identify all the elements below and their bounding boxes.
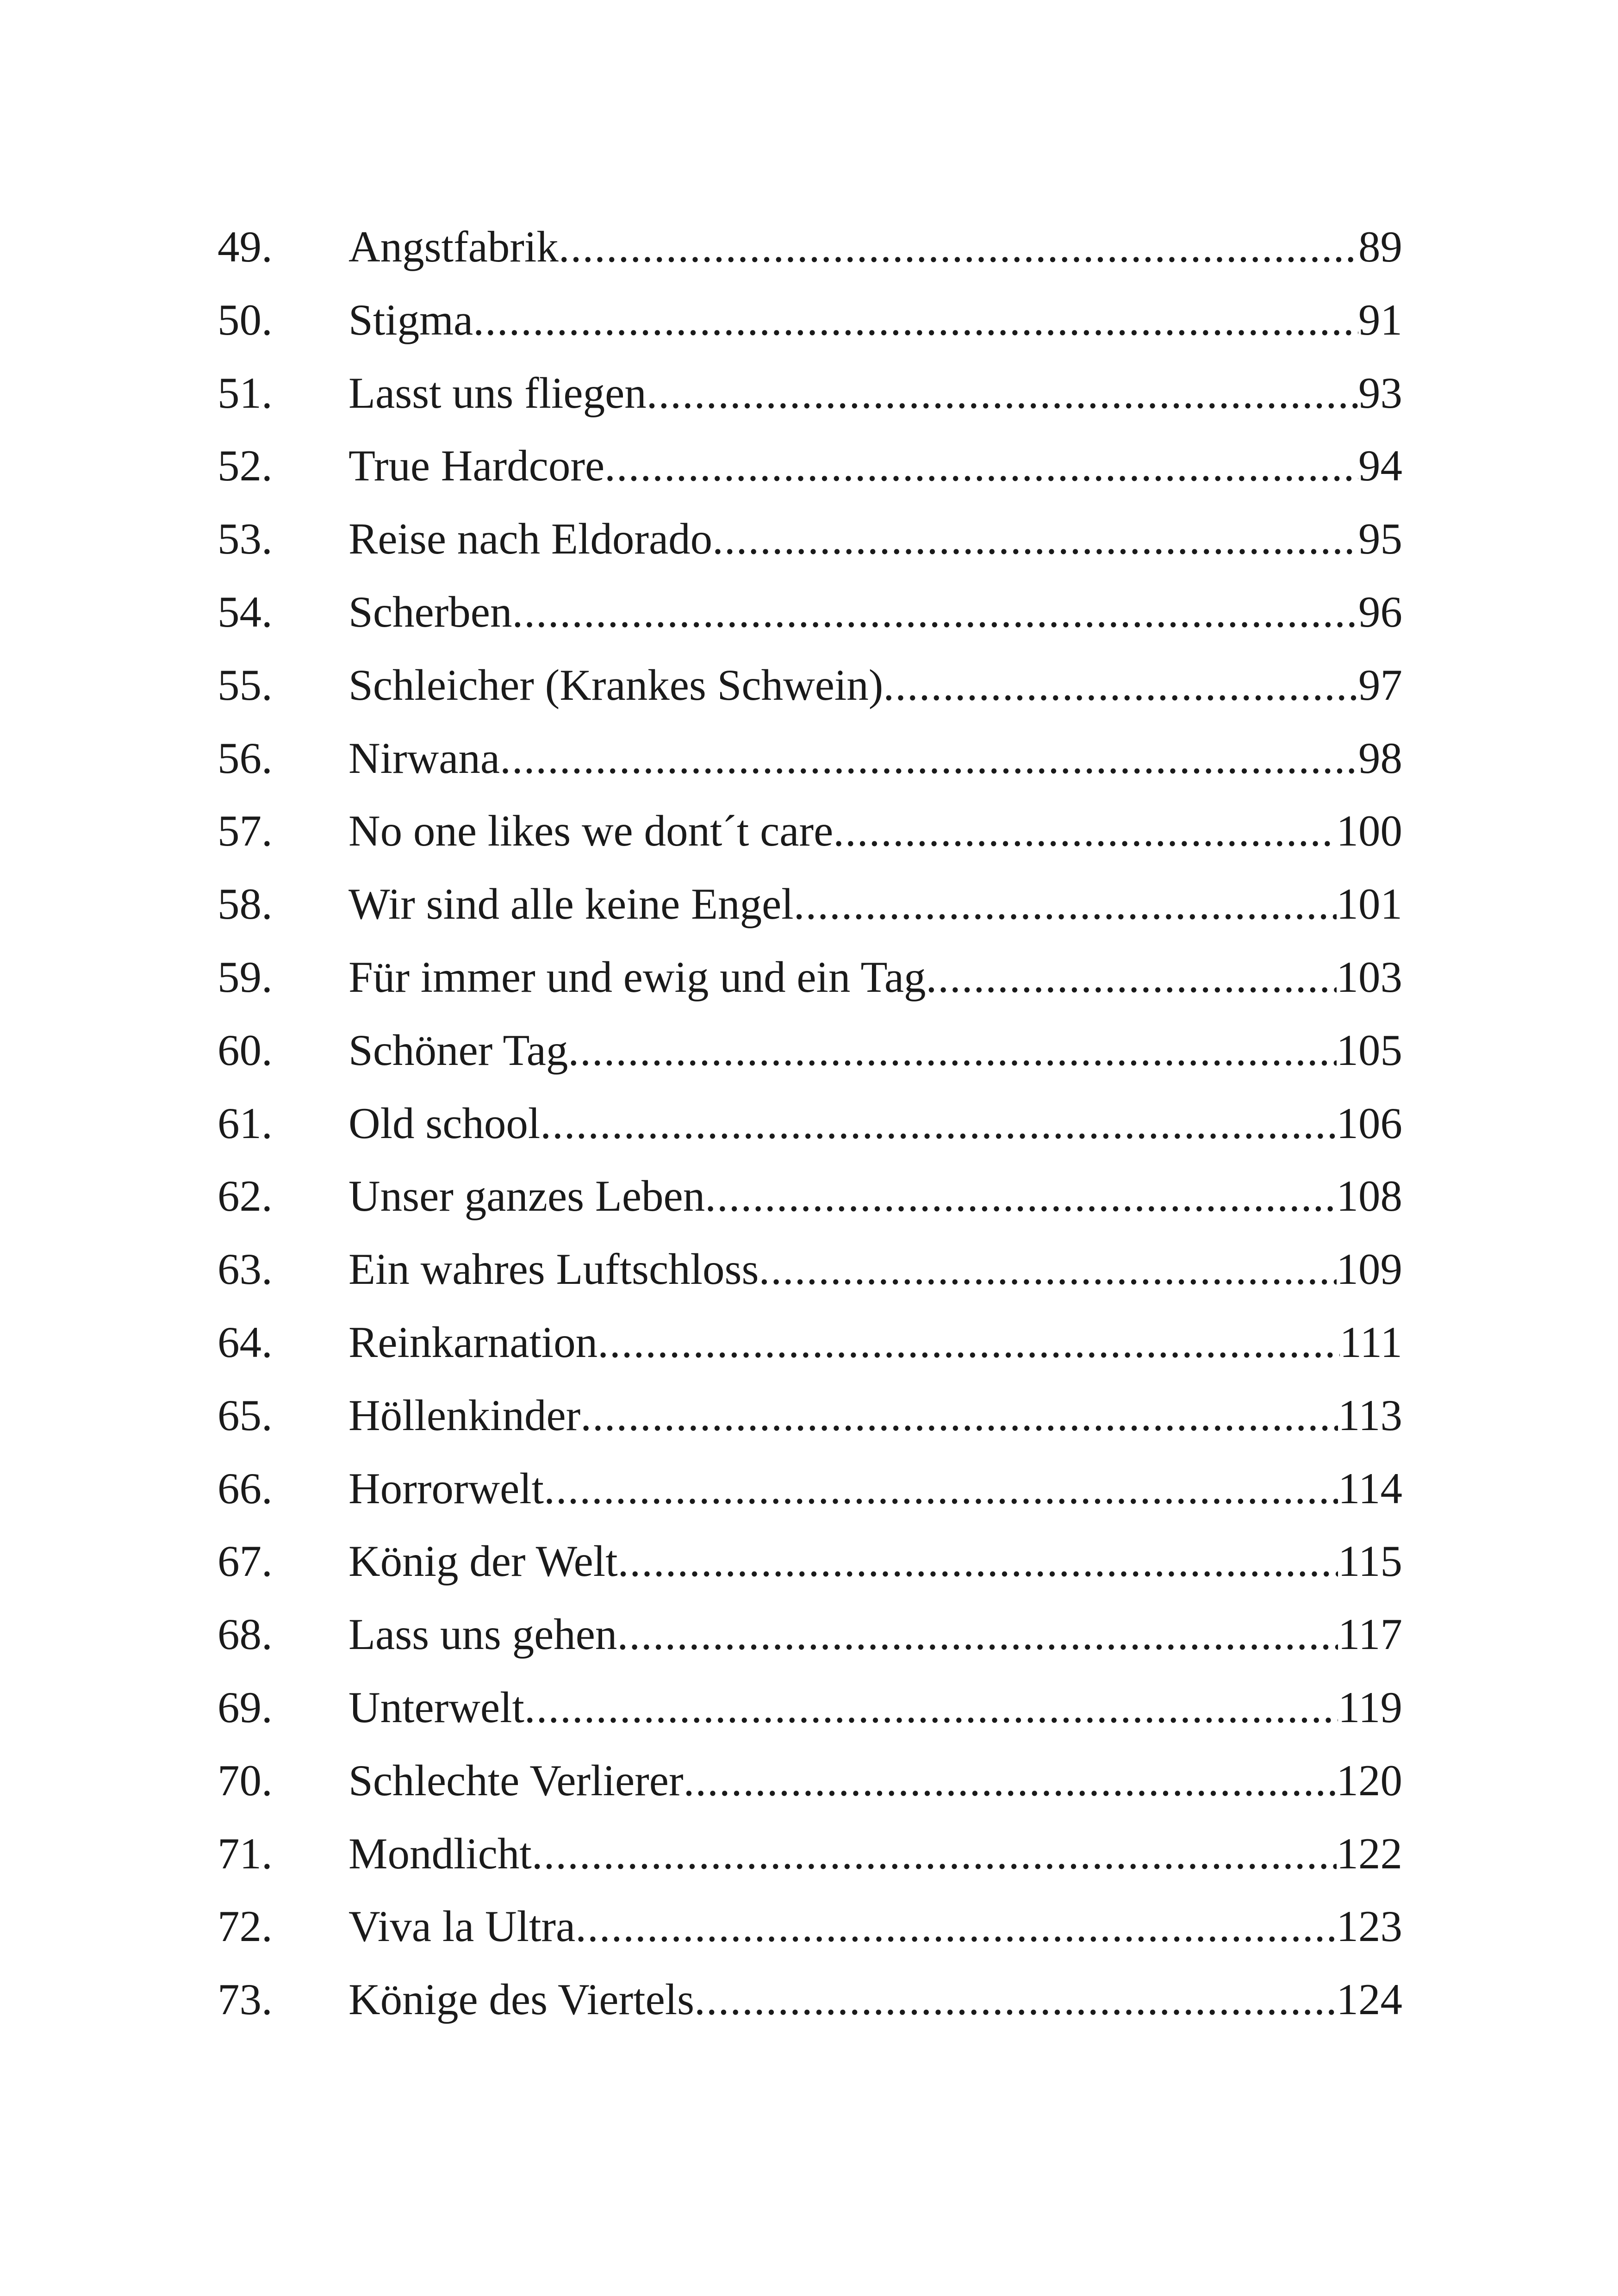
toc-dot-leader xyxy=(540,1087,1336,1160)
toc-entry-number: 56. xyxy=(218,733,273,783)
toc-dot-leader xyxy=(473,284,1358,357)
toc-dot-leader xyxy=(575,1890,1336,1963)
toc-entry xyxy=(218,1525,1402,1598)
toc-entry-title: Stigma xyxy=(348,295,473,344)
toc-entry-number: 64. xyxy=(218,1317,273,1367)
toc-entry-number: 72. xyxy=(218,1902,273,1951)
toc-dot-leader xyxy=(883,649,1358,722)
toc-entry-page: 119 xyxy=(1338,1682,1402,1732)
toc-entry-number: 71. xyxy=(218,1829,273,1878)
toc-entry-number: 73. xyxy=(218,1975,273,2024)
toc-entry-page: 94 xyxy=(1358,441,1402,491)
toc-entry-number: 59. xyxy=(218,952,273,1002)
toc-dot-leader xyxy=(926,941,1337,1014)
toc-entry-title: Horrorwelt xyxy=(348,1463,544,1513)
toc-entry-page: 100 xyxy=(1336,806,1402,856)
toc-dot-leader xyxy=(532,1817,1337,1891)
toc-entry-title: Unterwelt xyxy=(348,1682,524,1732)
toc-entry-page: 103 xyxy=(1336,952,1402,1002)
toc-entry-page: 123 xyxy=(1336,1902,1402,1951)
toc-dot-leader xyxy=(604,429,1358,503)
toc-entry xyxy=(218,1233,1402,1306)
toc-dot-leader xyxy=(705,1160,1336,1233)
toc-entry xyxy=(218,1744,1402,1817)
toc-entry-number: 65. xyxy=(218,1390,273,1440)
toc-dot-leader xyxy=(684,1744,1337,1817)
toc-dot-leader xyxy=(694,1963,1336,2036)
toc-entry-number: 49. xyxy=(218,222,273,271)
toc-entry xyxy=(218,1087,1402,1160)
toc-entry xyxy=(218,1598,1402,1671)
toc-entry xyxy=(218,1890,1402,1963)
toc-dot-leader xyxy=(833,795,1336,868)
toc-dot-leader xyxy=(512,576,1358,649)
toc-entry-number: 62. xyxy=(218,1171,273,1221)
toc-entry-page: 97 xyxy=(1358,660,1402,709)
toc-entry-title: Schöner Tag xyxy=(348,1025,568,1075)
toc-entry-page: 101 xyxy=(1336,879,1402,929)
toc-entry-title: Viva la Ultra xyxy=(348,1902,576,1951)
toc-entry-title: Könige des Viertels xyxy=(348,1975,695,2024)
toc-entry-number: 60. xyxy=(218,1025,273,1075)
toc-entry xyxy=(218,1817,1402,1891)
toc-entry-title: Lasst uns fliegen xyxy=(348,368,647,417)
toc-dot-leader xyxy=(794,868,1337,941)
toc-entry-title: Für immer und ewig und ein Tag xyxy=(348,952,926,1002)
toc-entry-page: 91 xyxy=(1358,295,1402,344)
toc-entry-page: 115 xyxy=(1338,1537,1402,1586)
toc-dot-leader xyxy=(712,503,1358,576)
toc-entry xyxy=(218,429,1402,503)
toc-entry-page: 117 xyxy=(1338,1610,1402,1659)
toc-entry-page: 109 xyxy=(1336,1244,1402,1294)
toc-entry-title: Old school xyxy=(348,1098,541,1148)
toc-entry xyxy=(218,722,1402,795)
toc-entry xyxy=(218,1452,1402,1525)
toc-entry-number: 55. xyxy=(218,660,273,709)
toc-entry-page: 111 xyxy=(1339,1317,1402,1367)
toc-entry-page: 95 xyxy=(1358,514,1402,564)
toc-entry xyxy=(218,503,1402,576)
toc-entry-page: 98 xyxy=(1358,733,1402,783)
toc-entry xyxy=(218,795,1402,868)
toc-entry-number: 50. xyxy=(218,295,273,344)
toc-entry xyxy=(218,1379,1402,1452)
toc-entry-title: No one likes we dont´t care xyxy=(348,806,834,856)
toc-dot-leader xyxy=(647,357,1358,430)
toc-entry xyxy=(218,941,1402,1014)
toc-entry-title: Höllenkinder xyxy=(348,1390,581,1440)
toc-entry-title: König der Welt xyxy=(348,1537,618,1586)
toc-entry-number: 58. xyxy=(218,879,273,929)
toc-entry-title: Reinkarnation xyxy=(348,1317,598,1367)
toc-entry xyxy=(218,211,1402,284)
toc-entry-page: 113 xyxy=(1338,1390,1402,1440)
toc-entry xyxy=(218,1963,1402,2036)
toc-entry-page: 93 xyxy=(1358,368,1402,417)
toc-entry-page: 122 xyxy=(1336,1829,1402,1878)
toc-entry-page: 108 xyxy=(1336,1171,1402,1221)
toc-entry-title: True Hardcore xyxy=(348,441,605,491)
toc-entry xyxy=(218,1014,1402,1087)
toc-entry-title: Unser ganzes Leben xyxy=(348,1171,705,1221)
toc-entry-page: 106 xyxy=(1336,1098,1402,1148)
toc-dot-leader xyxy=(580,1379,1338,1452)
toc-dot-leader xyxy=(559,211,1358,284)
toc-entry-title: Reise nach Eldorado xyxy=(348,514,713,564)
toc-entry-title: Ein wahres Luftschloss xyxy=(348,1244,759,1294)
toc-dot-leader xyxy=(500,722,1358,795)
toc-entry xyxy=(218,1671,1402,1744)
toc-entry-number: 54. xyxy=(218,587,273,636)
toc-entry-title: Mondlicht xyxy=(348,1829,532,1878)
toc-dot-leader xyxy=(544,1452,1338,1525)
toc-entry-title: Angstfabrik xyxy=(348,222,559,271)
table-of-contents xyxy=(218,211,1402,2036)
toc-entry xyxy=(218,868,1402,941)
toc-entry-page: 96 xyxy=(1358,587,1402,636)
toc-entry-page: 124 xyxy=(1336,1975,1402,2024)
toc-entry-number: 57. xyxy=(218,806,273,856)
toc-dot-leader xyxy=(597,1306,1339,1379)
toc-entry-number: 52. xyxy=(218,441,273,491)
toc-entry xyxy=(218,357,1402,430)
toc-entry-number: 66. xyxy=(218,1463,273,1513)
toc-entry-title: Lass uns gehen xyxy=(348,1610,617,1659)
toc-dot-leader xyxy=(617,1598,1338,1671)
toc-entry-title: Scherben xyxy=(348,587,512,636)
toc-entry-page: 114 xyxy=(1338,1463,1402,1513)
toc-entry-title: Schleicher (Krankes Schwein) xyxy=(348,660,884,709)
toc-entry-title: Nirwana xyxy=(348,733,500,783)
toc-entry xyxy=(218,1160,1402,1233)
toc-entry-page: 120 xyxy=(1336,1755,1402,1805)
toc-entry xyxy=(218,649,1402,722)
toc-dot-leader xyxy=(568,1014,1336,1087)
toc-entry-number: 53. xyxy=(218,514,273,564)
toc-entry-number: 63. xyxy=(218,1244,273,1294)
toc-entry-number: 70. xyxy=(218,1755,273,1805)
toc-entry-title: Wir sind alle keine Engel xyxy=(348,879,794,929)
toc-dot-leader xyxy=(524,1671,1338,1744)
toc-entry-page: 89 xyxy=(1358,222,1402,271)
toc-entry xyxy=(218,284,1402,357)
toc-entry-number: 67. xyxy=(218,1537,273,1586)
toc-dot-leader xyxy=(618,1525,1338,1598)
toc-entry xyxy=(218,576,1402,649)
toc-entry-number: 69. xyxy=(218,1682,273,1732)
toc-entry-number: 51. xyxy=(218,368,273,417)
toc-entry-title: Schlechte Verlierer xyxy=(348,1755,684,1805)
toc-dot-leader xyxy=(759,1233,1337,1306)
toc-entry-number: 61. xyxy=(218,1098,273,1148)
toc-entry-page: 105 xyxy=(1336,1025,1402,1075)
toc-entry-number: 68. xyxy=(218,1610,273,1659)
toc-entry xyxy=(218,1306,1402,1379)
